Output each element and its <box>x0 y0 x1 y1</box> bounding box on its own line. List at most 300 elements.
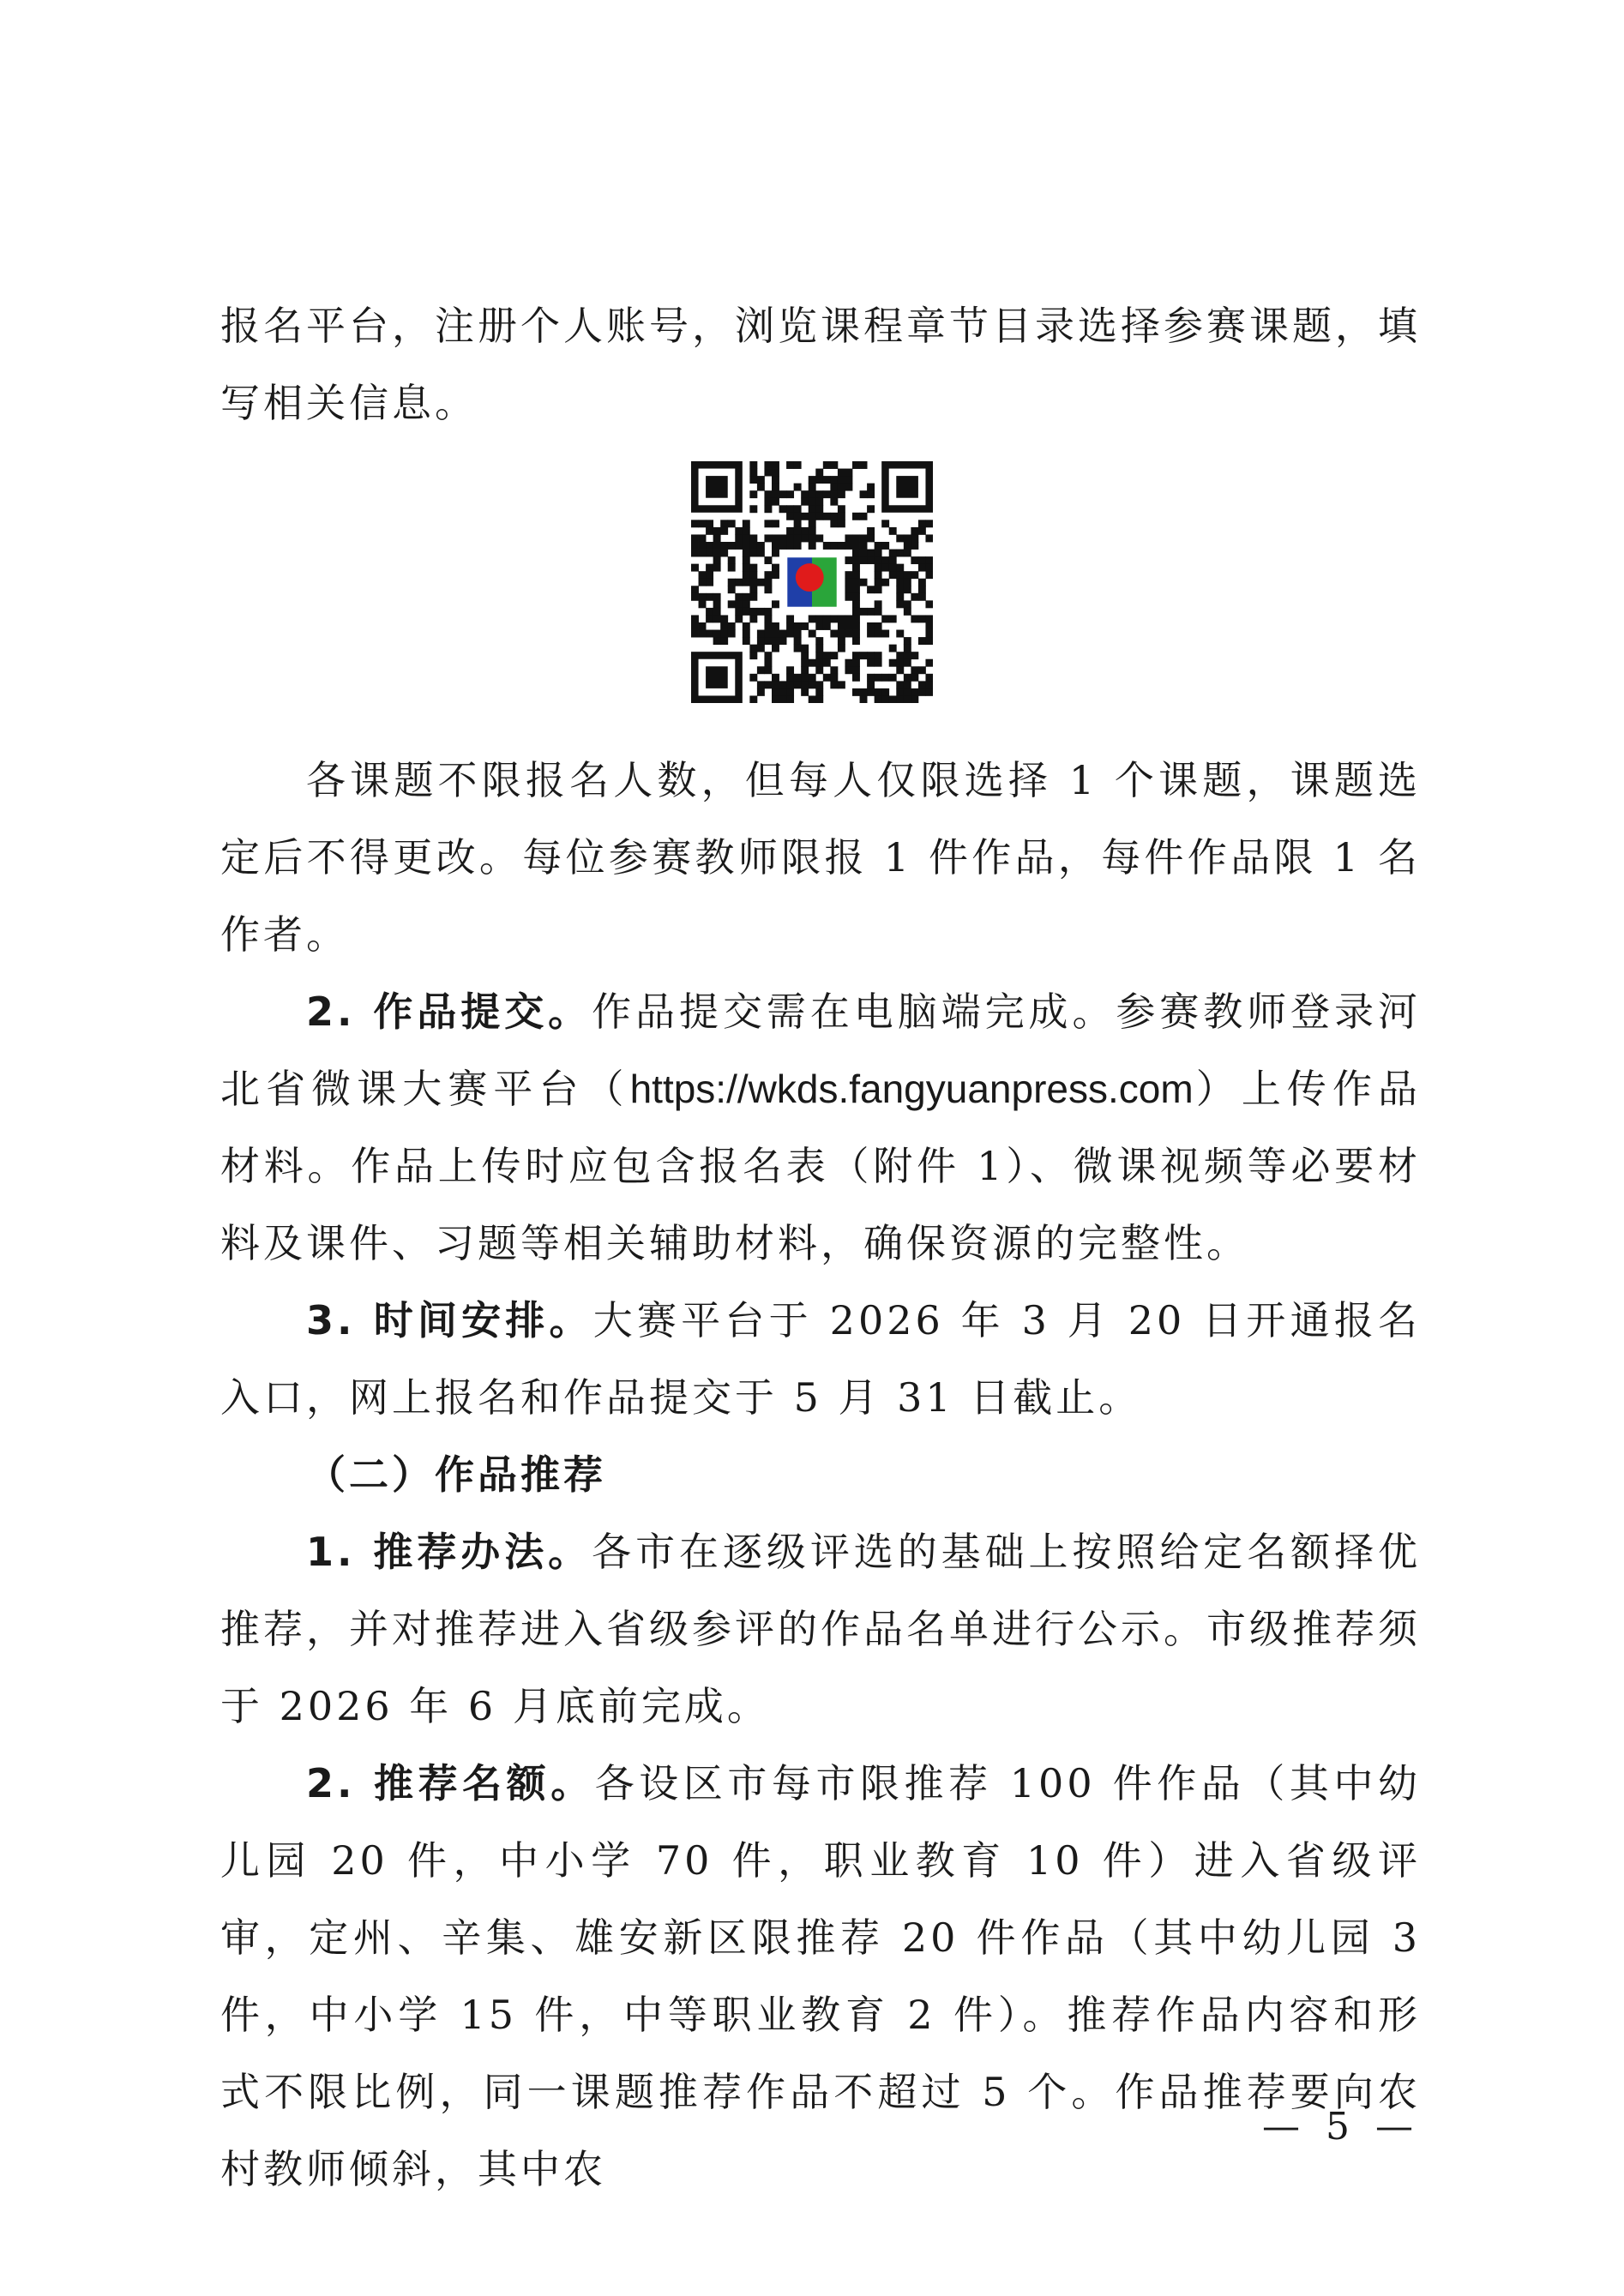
qr-module <box>749 571 757 579</box>
qr-module <box>801 498 809 506</box>
qr-module <box>918 637 926 645</box>
qr-module <box>801 490 809 498</box>
qr-module <box>925 674 933 682</box>
qr-module <box>779 695 787 703</box>
qr-module <box>904 571 911 579</box>
qr-module <box>786 666 794 674</box>
qr-module <box>823 659 831 667</box>
qr-module <box>889 550 897 557</box>
qr-module <box>896 579 904 586</box>
qr-module <box>794 505 802 513</box>
qr-module <box>720 542 728 550</box>
qr-module <box>772 564 779 572</box>
qr-module <box>691 550 699 557</box>
qr-module <box>904 600 911 608</box>
qr-module <box>852 637 860 645</box>
qr-module <box>801 666 809 674</box>
quota-label: 2. 推荐名额。 <box>306 1760 595 1806</box>
qr-module <box>743 593 750 601</box>
qr-module <box>845 542 852 550</box>
qr-module <box>904 637 911 645</box>
qr-module <box>749 645 757 652</box>
qr-module <box>823 490 831 498</box>
qr-module <box>896 586 904 593</box>
qr-module <box>779 542 787 550</box>
qr-module <box>713 534 721 542</box>
qr-module <box>852 674 860 682</box>
qr-module <box>830 615 838 622</box>
qr-module <box>735 534 743 542</box>
qr-module <box>786 681 794 688</box>
qr-module <box>830 513 838 520</box>
qr-module <box>904 542 911 550</box>
qr-module <box>809 476 816 484</box>
qr-module <box>845 556 852 564</box>
schedule-text: 大赛平台于 2026 年 3 月 20 日开通报名入口，网上报名和作品提交于 5 月 31 日截止。 <box>220 1297 1421 1421</box>
qr-module <box>889 615 897 622</box>
qr-module <box>815 695 823 703</box>
qr-module <box>786 490 794 498</box>
qr-module <box>699 550 707 557</box>
qr-module <box>809 498 816 506</box>
qr-module <box>757 681 765 688</box>
qr-module <box>925 615 933 622</box>
qr-module <box>852 461 860 469</box>
qr-module <box>699 579 707 586</box>
platform-url-link[interactable]: https://wkds.fangyuanpress.com <box>629 1067 1194 1111</box>
qr-module <box>772 571 779 579</box>
qr-module <box>749 674 757 682</box>
qr-module <box>838 490 845 498</box>
qr-module <box>691 564 699 572</box>
qr-module <box>911 571 918 579</box>
qr-module <box>925 659 933 667</box>
qr-module <box>786 542 794 550</box>
qr-module <box>720 527 728 535</box>
qr-module <box>786 505 794 513</box>
qr-module <box>852 513 860 520</box>
qr-module <box>794 630 802 638</box>
qr-module <box>867 659 875 667</box>
qr-module <box>764 666 772 674</box>
qr-module <box>911 534 918 542</box>
qr-module <box>720 550 728 557</box>
qr-module <box>713 593 721 601</box>
qr-module <box>772 600 779 608</box>
qr-module <box>691 630 699 638</box>
qr-module <box>860 579 868 586</box>
qr-module <box>786 695 794 703</box>
qr-module <box>706 564 713 572</box>
qr-module <box>881 695 889 703</box>
qr-module <box>757 688 765 696</box>
qr-module <box>838 476 845 484</box>
paragraph-method <box>220 1513 1421 1745</box>
qr-module <box>786 534 794 542</box>
qr-module <box>786 513 794 520</box>
qr-module <box>904 534 911 542</box>
qr-module <box>911 674 918 682</box>
qr-module <box>896 688 904 696</box>
qr-module <box>749 615 757 622</box>
qr-module <box>881 615 889 622</box>
qr-module <box>925 622 933 630</box>
qr-module <box>852 688 860 696</box>
qr-module <box>815 622 823 630</box>
qr-module <box>925 571 933 579</box>
qr-module <box>749 505 757 513</box>
qr-module <box>867 550 875 557</box>
submission-text-after-url: ）上传作品材料。作品上传时应包含报名表（附件 1）、微课视频等必要材料及课件、习题等相关辅助材料，确保资源的完整性。 <box>220 1066 1422 1266</box>
qr-module <box>735 615 743 622</box>
qr-module <box>838 630 845 638</box>
submission-text-before-url: 作品提交需在电脑端完成。参赛教师登录河北省微课大赛平台（ <box>220 989 1421 1112</box>
qr-module <box>852 550 860 557</box>
quota-text: 各设区市每市限推荐 100 件作品（其中幼儿园 20 件，中小学 70 件，职业教育 10 件）进入省级评审，定州、辛集、雄安新区限推荐 20 件作品（其中幼儿园 3 件，中小学 15 件，中等职业教育 2 件）。推荐作品内容和形式不限比例，同一课题推荐作品不超过 5 个。作品推荐要向农村教师倾斜，其中农 <box>220 1760 1421 2192</box>
qr-module <box>896 593 904 601</box>
qr-module <box>815 666 823 674</box>
qr-module <box>743 542 750 550</box>
qr-module <box>764 469 772 477</box>
qr-module <box>860 695 868 703</box>
qr-module <box>786 622 794 630</box>
qr-module <box>875 688 882 696</box>
qr-module <box>925 534 933 542</box>
qr-module <box>830 681 838 688</box>
qr-module <box>706 520 713 527</box>
qr-module <box>896 571 904 579</box>
qr-module <box>881 630 889 638</box>
qr-module <box>786 688 794 696</box>
qr-module <box>779 637 787 645</box>
qr-module <box>845 593 852 601</box>
qr-module <box>875 600 882 608</box>
qr-module <box>815 469 823 477</box>
qr-module <box>764 571 772 579</box>
qr-module <box>823 674 831 682</box>
qr-module <box>911 593 918 601</box>
qr-module <box>735 542 743 550</box>
qr-module <box>743 600 750 608</box>
qr-module <box>830 498 838 506</box>
qr-module <box>706 615 713 622</box>
submission-label: 2. 作品提交。 <box>306 989 592 1035</box>
qr-module <box>749 550 757 557</box>
schedule-label: 3. 时间安排。 <box>306 1297 593 1343</box>
qr-module <box>881 579 889 586</box>
main-text-block <box>220 742 1421 2208</box>
page-number: — 5 — <box>1262 2105 1420 2149</box>
qr-module <box>875 579 882 586</box>
qr-module <box>904 652 911 659</box>
qr-module <box>757 579 765 586</box>
qr-module <box>823 652 831 659</box>
qr-module <box>904 659 911 667</box>
qr-module <box>889 527 897 535</box>
qr-module <box>757 666 765 674</box>
method-label: 1. 推荐办法。 <box>306 1529 592 1575</box>
qr-module <box>801 534 809 542</box>
qr-module <box>749 586 757 593</box>
qr-module <box>838 681 845 688</box>
qr-module <box>852 608 860 616</box>
qr-module <box>823 615 831 622</box>
qr-module <box>720 615 728 622</box>
qr-module <box>852 652 860 659</box>
qr-module <box>743 520 750 527</box>
qr-module <box>801 645 809 652</box>
qr-module <box>852 622 860 630</box>
qr-module <box>823 461 831 469</box>
qr-module <box>757 484 765 491</box>
qr-module <box>867 505 875 513</box>
qr-module <box>764 637 772 645</box>
qr-module <box>889 645 897 652</box>
qr-module <box>809 484 816 491</box>
qr-module <box>764 461 772 469</box>
qr-module <box>860 556 868 564</box>
qr-module <box>896 659 904 667</box>
qr-module <box>772 542 779 550</box>
qr-module <box>830 476 838 484</box>
qr-module <box>794 461 802 469</box>
qr-module <box>823 513 831 520</box>
qr-module <box>881 542 889 550</box>
qr-module <box>925 630 933 638</box>
qr-module <box>706 542 713 550</box>
qr-module <box>852 564 860 572</box>
qr-module <box>794 542 802 550</box>
qr-module <box>809 534 816 542</box>
qr-module <box>845 666 852 674</box>
qr-module <box>925 637 933 645</box>
qr-module <box>815 476 823 484</box>
qr-module <box>860 542 868 550</box>
qr-module <box>809 674 816 682</box>
qr-module <box>743 571 750 579</box>
qr-module <box>852 534 860 542</box>
qr-module <box>881 520 889 527</box>
qr-module <box>764 520 772 527</box>
qr-module <box>867 608 875 616</box>
qr-module <box>881 688 889 696</box>
qr-module <box>815 688 823 696</box>
qr-module <box>735 593 743 601</box>
qr-finder-inner <box>706 666 728 688</box>
qr-module <box>764 608 772 616</box>
qr-module <box>830 652 838 659</box>
qr-module <box>699 542 707 550</box>
qr-module <box>852 630 860 638</box>
qr-module <box>757 550 765 557</box>
qr-module <box>867 622 875 630</box>
qr-module <box>845 579 852 586</box>
qr-module <box>838 469 845 477</box>
qr-module <box>713 550 721 557</box>
qr-module <box>749 534 757 542</box>
qr-module <box>911 615 918 622</box>
qr-module <box>794 645 802 652</box>
qr-module <box>801 659 809 667</box>
qr-module <box>713 615 721 622</box>
qr-module <box>764 681 772 688</box>
qr-module <box>699 593 707 601</box>
qr-module <box>713 630 721 638</box>
qr-module <box>875 695 882 703</box>
qr-module <box>838 622 845 630</box>
qr-module <box>896 600 904 608</box>
qr-module <box>764 622 772 630</box>
qr-module <box>867 681 875 688</box>
qr-module <box>815 498 823 506</box>
qr-module <box>772 645 779 652</box>
qr-finder-inner <box>896 476 918 498</box>
qr-module <box>904 579 911 586</box>
qr-module <box>772 498 779 506</box>
qr-module <box>749 469 757 477</box>
qr-code-icon[interactable] <box>691 461 933 703</box>
qr-module <box>918 564 926 572</box>
qr-module <box>925 681 933 688</box>
qr-module <box>728 600 736 608</box>
qr-module <box>749 542 757 550</box>
qr-module <box>918 527 926 535</box>
qr-module <box>911 527 918 535</box>
qr-module <box>830 542 838 550</box>
qr-module <box>904 681 911 688</box>
qr-module <box>860 490 868 498</box>
qr-module <box>845 534 852 542</box>
qr-module <box>749 490 757 498</box>
qr-module <box>852 556 860 564</box>
paragraph-submission <box>220 973 1421 1282</box>
qr-module <box>691 534 699 542</box>
qr-module <box>794 681 802 688</box>
qr-module <box>764 498 772 506</box>
qr-module <box>815 534 823 542</box>
qr-module <box>815 659 823 667</box>
qr-module <box>815 637 823 645</box>
qr-module <box>772 681 779 688</box>
qr-module <box>728 622 736 630</box>
qr-module <box>830 674 838 682</box>
qr-module <box>772 695 779 703</box>
qr-module <box>749 564 757 572</box>
qr-module <box>728 630 736 638</box>
qr-module <box>845 586 852 593</box>
qr-module <box>860 534 868 542</box>
qr-module <box>691 615 699 622</box>
qr-module <box>691 542 699 550</box>
qr-module <box>728 586 736 593</box>
qr-module <box>801 527 809 535</box>
qr-module <box>815 490 823 498</box>
qr-module <box>815 652 823 659</box>
qr-module <box>881 556 889 564</box>
qr-finder-inner <box>706 476 728 498</box>
qr-module <box>867 630 875 638</box>
qr-module <box>918 688 926 696</box>
qr-module <box>794 637 802 645</box>
qr-module <box>691 622 699 630</box>
qr-module <box>743 579 750 586</box>
qr-module <box>764 652 772 659</box>
qr-module <box>852 600 860 608</box>
qr-module <box>875 622 882 630</box>
qr-module <box>809 513 816 520</box>
qr-module <box>918 579 926 586</box>
qr-module <box>860 461 868 469</box>
qr-module <box>699 534 707 542</box>
qr-module <box>764 579 772 586</box>
qr-module <box>735 600 743 608</box>
qr-module <box>764 630 772 638</box>
qr-module <box>728 542 736 550</box>
qr-module <box>845 571 852 579</box>
qr-module <box>764 659 772 667</box>
qr-module <box>815 513 823 520</box>
qr-module <box>772 550 779 557</box>
qr-module <box>713 527 721 535</box>
qr-module <box>728 520 736 527</box>
qr-module <box>896 630 904 638</box>
qr-module <box>728 564 736 572</box>
qr-module <box>706 608 713 616</box>
qr-module <box>852 579 860 586</box>
qr-module <box>779 490 787 498</box>
qr-module <box>757 630 765 638</box>
qr-module <box>904 608 911 616</box>
qr-module <box>852 586 860 593</box>
qr-module <box>830 520 838 527</box>
qr-module <box>904 645 911 652</box>
qr-module <box>815 615 823 622</box>
qr-module <box>764 615 772 622</box>
qr-module <box>896 550 904 557</box>
qr-module <box>786 527 794 535</box>
qr-module <box>860 652 868 659</box>
qr-module <box>801 513 809 520</box>
qr-module <box>713 542 721 550</box>
qr-module <box>801 622 809 630</box>
qr-module <box>749 695 757 703</box>
qr-module <box>875 550 882 557</box>
qr-module <box>779 630 787 638</box>
qr-module <box>772 461 779 469</box>
qr-module <box>875 556 882 564</box>
qr-module <box>925 556 933 564</box>
qr-module <box>860 608 868 616</box>
qr-module <box>743 630 750 638</box>
qr-module <box>845 476 852 484</box>
qr-module <box>925 600 933 608</box>
qr-module <box>809 615 816 622</box>
qr-module <box>867 586 875 593</box>
qr-module <box>896 681 904 688</box>
qr-module <box>860 550 868 557</box>
qr-module <box>904 550 911 557</box>
qr-module <box>794 534 802 542</box>
qr-module <box>838 542 845 550</box>
qr-module <box>772 520 779 527</box>
qr-module <box>911 542 918 550</box>
qr-module <box>809 630 816 638</box>
qr-module <box>867 484 875 491</box>
qr-module <box>809 520 816 527</box>
qr-module <box>743 622 750 630</box>
qr-module <box>749 652 757 659</box>
qr-module <box>764 534 772 542</box>
